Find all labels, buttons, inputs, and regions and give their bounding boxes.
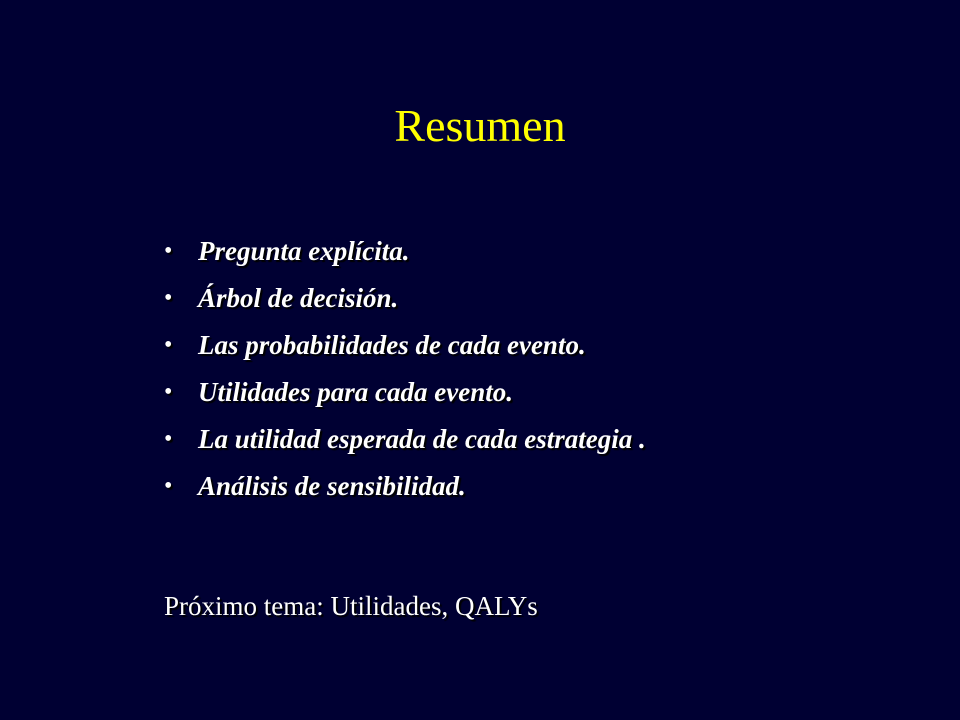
bullet-text: Árbol de decisión. <box>198 283 399 313</box>
bullet-list <box>160 228 920 510</box>
bullet-item <box>160 322 920 369</box>
bullet-text: Análisis de sensibilidad. <box>198 471 466 501</box>
bullet-icon: • <box>164 379 173 405</box>
bullet-item <box>160 275 920 322</box>
bullet-item <box>160 463 920 510</box>
bullet-icon: • <box>164 332 173 358</box>
next-topic-note: Próximo tema: Utilidades, QALYs <box>164 591 538 621</box>
bullet-icon: • <box>164 285 173 311</box>
bullet-text: Utilidades para cada evento. <box>198 377 513 407</box>
bullet-item <box>160 369 920 416</box>
bullet-item <box>160 228 920 275</box>
bullet-text: Las probabilidades de cada evento. <box>198 330 586 360</box>
bullet-item <box>160 416 920 463</box>
bullet-text: Pregunta explícita. <box>198 236 410 266</box>
bullet-text: La utilidad esperada de cada estrategia . <box>198 424 646 454</box>
slide-title: Resumen <box>394 100 566 151</box>
bullet-icon: • <box>164 238 173 264</box>
bullet-icon: • <box>164 426 173 452</box>
bullet-icon: • <box>164 473 173 499</box>
